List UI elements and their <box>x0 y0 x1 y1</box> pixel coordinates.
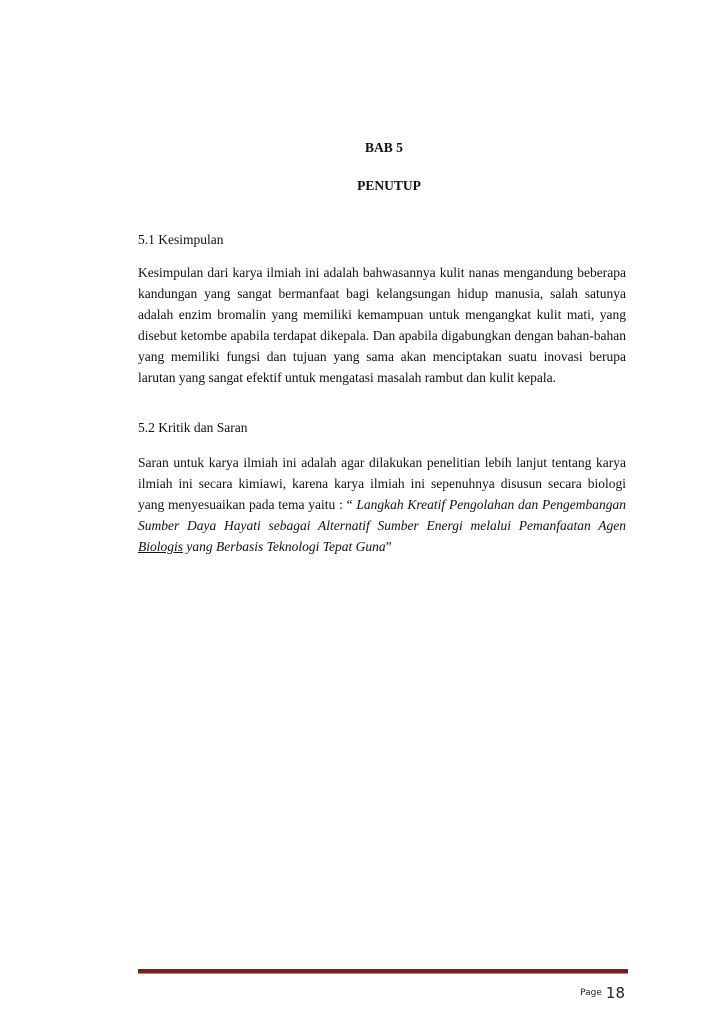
paragraph-kesimpulan: Kesimpulan dari karya ilmiah ini adalah bahwasannya kulit nanas mengandung beberapa kandungan yang sangat bermanfaat bagi kelangsungan hidup manusia, salah satunya adalah enzim bromalin yang memiliki kemampuan untuk mengangkat kulit mati, yang disebut ketombe apabila terdapat dikepala. Dan apabila digabungkan dengan bahan-bahan yang memiliki fungsi dan tujuan yang sama akan menciptakan suatu inovasi berupa larutan yang sangat efektif untuk mengatasi masalah rambut dan kulit kepala. <box>138 265 626 385</box>
section-heading-kesimpulan: 5.1 Kesimpulan <box>138 232 224 247</box>
page-number <box>580 983 625 1002</box>
paragraph-saran <box>138 452 626 557</box>
saran-intro-text: Saran untuk karya ilmiah ini adalah agar dilakukan penelitian lebih lanjut tentang karya ilmiah ini secara kimiawi, karena karya ilmiah ini sepenuhnya disusun secara biologi yang menyesuaikan pada tema yaitu : “ <box>138 455 626 512</box>
theme-text-underlined: Biologis <box>138 539 184 554</box>
chapter-number: BAB 5 <box>365 140 403 155</box>
closing-quote: ” <box>385 539 392 554</box>
section-body-kesimpulan <box>138 262 626 388</box>
page-digit: 18 <box>605 984 625 1002</box>
theme-text-part2: yang Berbasis Teknologi Tepat Guna <box>183 539 386 554</box>
theme-text-part1: Langkah Kreatif Pengolahan dan Pengembangan Sumber Daya Hayati sebagai Alternatif Sumber Energi melalui Pemanfaatan Agen <box>138 497 626 533</box>
page-label: Page <box>580 988 602 998</box>
section-body-kritik-saran <box>138 452 626 557</box>
footer-rule <box>138 969 628 974</box>
section-heading-kritik-saran: 5.2 Kritik dan Saran <box>138 420 248 435</box>
chapter-title: PENUTUP <box>357 178 421 193</box>
